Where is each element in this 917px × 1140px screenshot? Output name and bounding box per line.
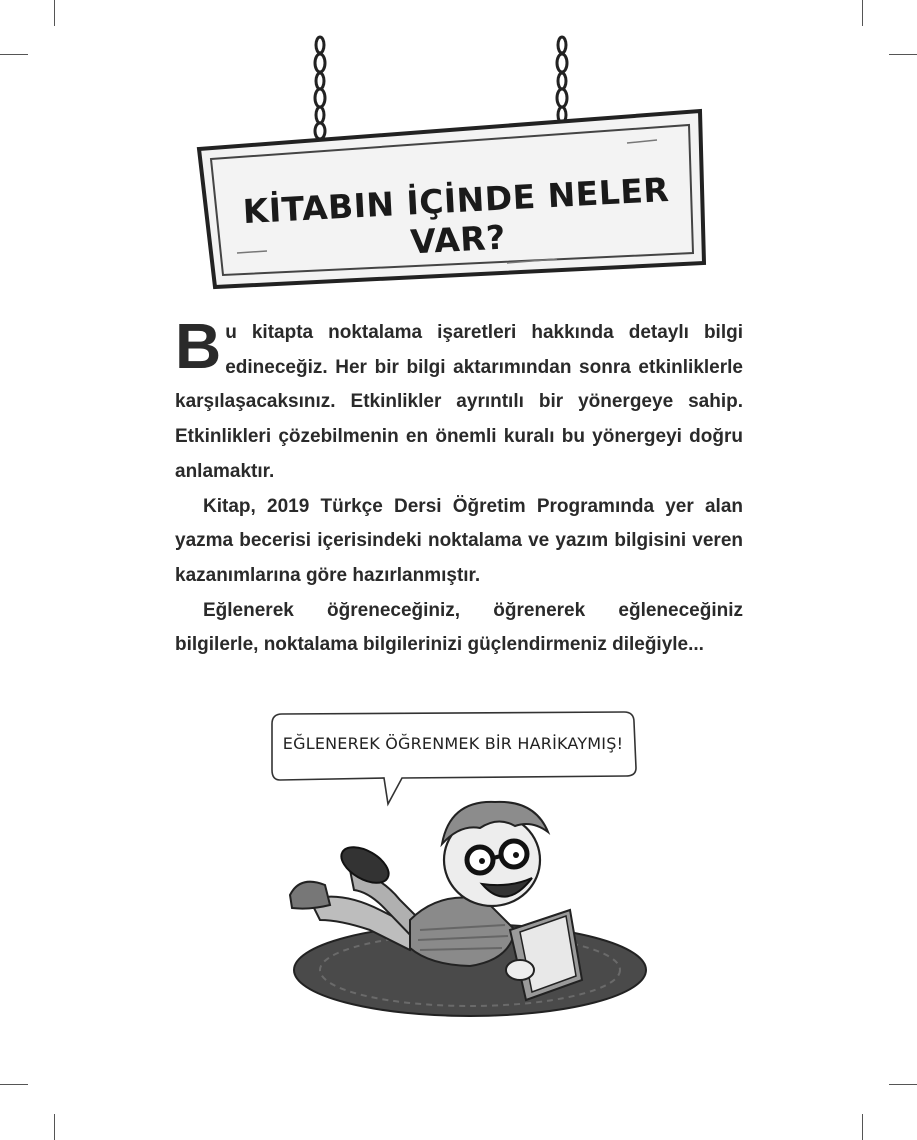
- crop-mark: [889, 1084, 917, 1085]
- intro-paragraph-3: Eğlenerek öğreneceğiniz, öğrenerek eğleneceğiniz bilgilerle, noktalama bilgilerinizi güçlendirmeniz dileğiyle...: [175, 599, 743, 656]
- crop-mark: [0, 1084, 28, 1085]
- sign-title: KİTABIN İÇİNDE NELER VAR?: [241, 169, 671, 262]
- chain-left-icon: [315, 37, 325, 139]
- crop-mark: [54, 0, 55, 26]
- intro-paragraph-1: Bu kitapta noktalama işaretleri hakkında detaylı bilgi edineceğiz. Her bir bilgi aktarımından sonra etkinliklerle karşılaşacaksınız. Etkinlikler ayrıntılı bir yönergeye sahip. Etkinlikleri çözebilmenin en önemli kuralı bu yönergeyi doğru anlamaktır.: [175, 310, 743, 482]
- crop-mark: [862, 1114, 863, 1140]
- crop-mark: [0, 54, 28, 55]
- hanging-sign: [207, 103, 707, 289]
- speech-bubble-text: EĞLENEREK ÖĞRENMEK BİR HARİKAYMIŞ!: [282, 734, 624, 753]
- crop-mark: [54, 1114, 55, 1140]
- crop-mark: [889, 54, 917, 55]
- crop-mark: [862, 0, 863, 26]
- reading-boy-icon: [270, 780, 660, 1020]
- intro-text: [175, 310, 743, 663]
- drop-cap: B: [175, 310, 222, 382]
- boy-reading-illustration: [270, 780, 660, 1020]
- intro-paragraph-2: Kitap, 2019 Türkçe Dersi Öğretim Programında yer alan yazma becerisi içerisindeki noktalama ve yazım bilgisini veren kazanımlarına göre hazırlanmıştır.: [175, 495, 743, 586]
- speech-bubble: [272, 712, 634, 770]
